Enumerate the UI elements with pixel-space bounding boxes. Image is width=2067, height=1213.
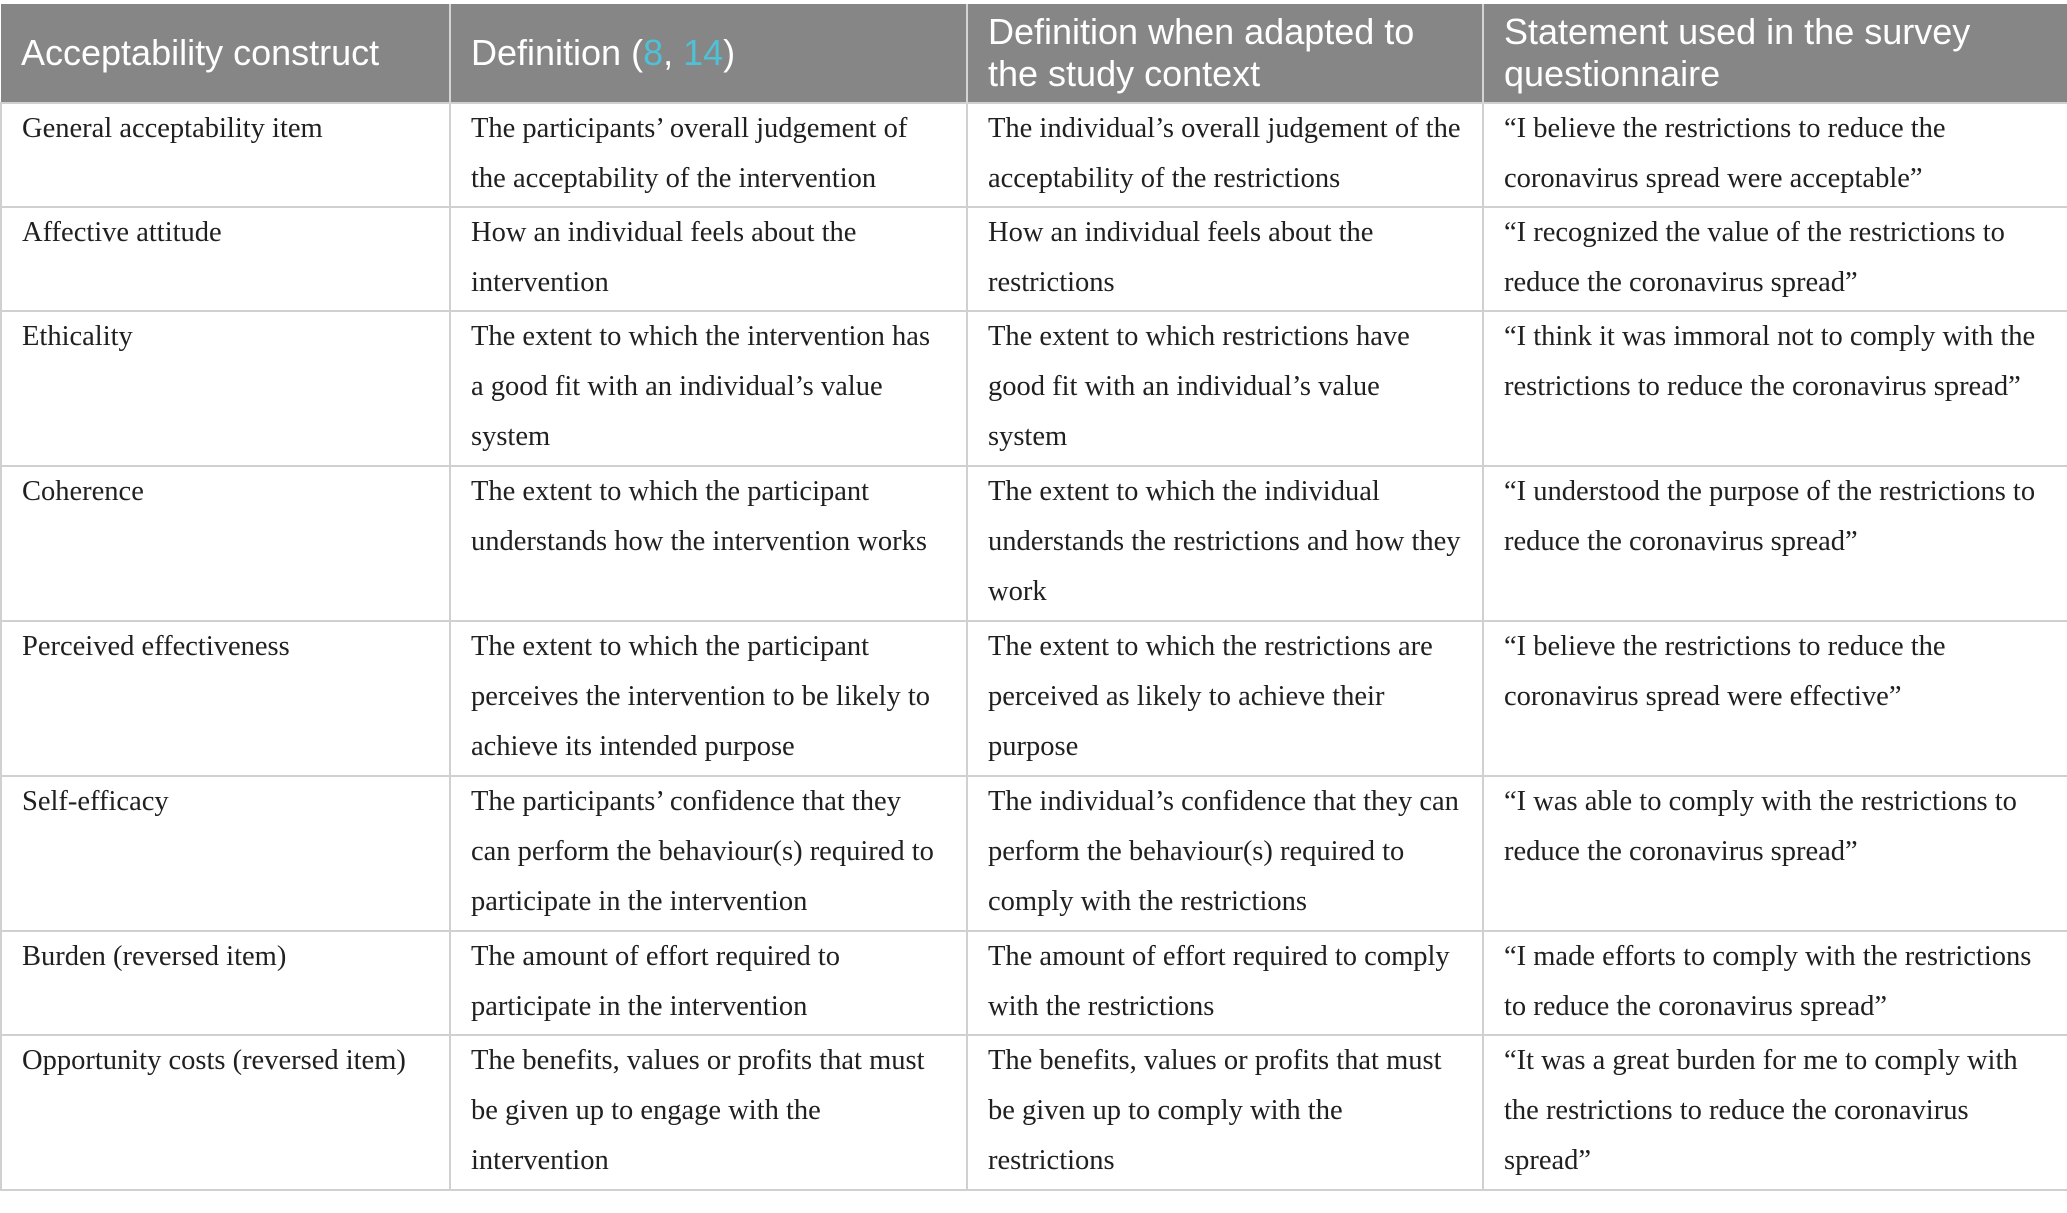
table-row — [1, 776, 2067, 931]
header-definition-prefix: Definition ( — [471, 32, 644, 73]
cell-statement: “It was a great burden for me to comply with the restrictions to reduce the coronavirus spread” — [1483, 1035, 2067, 1190]
table-row — [1, 311, 2067, 466]
reference-link-8[interactable]: 8 — [643, 32, 664, 73]
header-acceptability-construct: Acceptability construct — [1, 4, 450, 103]
cell-statement: “I believe the restrictions to reduce the coronavirus spread were effective” — [1483, 621, 2067, 776]
table-row — [1, 466, 2067, 621]
acceptability-table-container — [0, 4, 2067, 1191]
cell-definition: The amount of effort required to participate in the intervention — [450, 931, 967, 1035]
header-survey-statement: Statement used in the survey questionnaire — [1483, 4, 2067, 103]
cell-construct: Self-efficacy — [1, 776, 450, 931]
cell-statement: “I believe the restrictions to reduce the coronavirus spread were acceptable” — [1483, 103, 2067, 207]
cell-adapted-definition: How an individual feels about the restrictions — [967, 207, 1483, 311]
reference-link-14[interactable]: 14 — [683, 32, 724, 73]
cell-construct: Perceived effectiveness — [1, 621, 450, 776]
table-row — [1, 207, 2067, 311]
cell-statement: “I was able to comply with the restrictions to reduce the coronavirus spread” — [1483, 776, 2067, 931]
cell-construct: Coherence — [1, 466, 450, 621]
cell-adapted-definition: The extent to which the individual understands the restrictions and how they work — [967, 466, 1483, 621]
table-row — [1, 103, 2067, 207]
cell-construct: Affective attitude — [1, 207, 450, 311]
table-row — [1, 621, 2067, 776]
cell-definition: The participants’ overall judgement of the acceptability of the intervention — [450, 103, 967, 207]
cell-adapted-definition: The extent to which the restrictions are perceived as likely to achieve their purpose — [967, 621, 1483, 776]
table-row — [1, 931, 2067, 1035]
cell-definition: The participants’ confidence that they can perform the behaviour(s) required to participate in the intervention — [450, 776, 967, 931]
header-adapted-definition: Definition when adapted to the study context — [967, 4, 1483, 103]
cell-adapted-definition: The amount of effort required to comply with the restrictions — [967, 931, 1483, 1035]
cell-definition: The extent to which the intervention has a good fit with an individual’s value system — [450, 311, 967, 466]
acceptability-table — [0, 4, 2067, 1191]
header-definition — [450, 4, 967, 103]
cell-construct: General acceptability item — [1, 103, 450, 207]
cell-definition: The extent to which the participant perceives the intervention to be likely to achieve its intended purpose — [450, 621, 967, 776]
cell-adapted-definition: The individual’s overall judgement of the acceptability of the restrictions — [967, 103, 1483, 207]
cell-adapted-definition: The benefits, values or profits that must be given up to comply with the restrictions — [967, 1035, 1483, 1190]
cell-construct: Burden (reversed item) — [1, 931, 450, 1035]
header-definition-suffix: ) — [723, 32, 736, 73]
cell-construct: Opportunity costs (reversed item) — [1, 1035, 450, 1190]
cell-definition: The extent to which the participant understands how the intervention works — [450, 466, 967, 621]
cell-statement: “I understood the purpose of the restrictions to reduce the coronavirus spread” — [1483, 466, 2067, 621]
cell-adapted-definition: The individual’s confidence that they can perform the behaviour(s) required to comply with the restrictions — [967, 776, 1483, 931]
cell-statement: “I think it was immoral not to comply with the restrictions to reduce the coronavirus spread” — [1483, 311, 2067, 466]
cell-definition: The benefits, values or profits that must be given up to engage with the intervention — [450, 1035, 967, 1190]
cell-construct: Ethicality — [1, 311, 450, 466]
table-header-row — [1, 4, 2067, 103]
table-row — [1, 1035, 2067, 1190]
cell-statement: “I recognized the value of the restrictions to reduce the coronavirus spread” — [1483, 207, 2067, 311]
cell-statement: “I made efforts to comply with the restrictions to reduce the coronavirus spread” — [1483, 931, 2067, 1035]
cell-adapted-definition: The extent to which restrictions have good fit with an individual’s value system — [967, 311, 1483, 466]
cell-definition: How an individual feels about the intervention — [450, 207, 967, 311]
header-definition-separator: , — [663, 32, 684, 73]
